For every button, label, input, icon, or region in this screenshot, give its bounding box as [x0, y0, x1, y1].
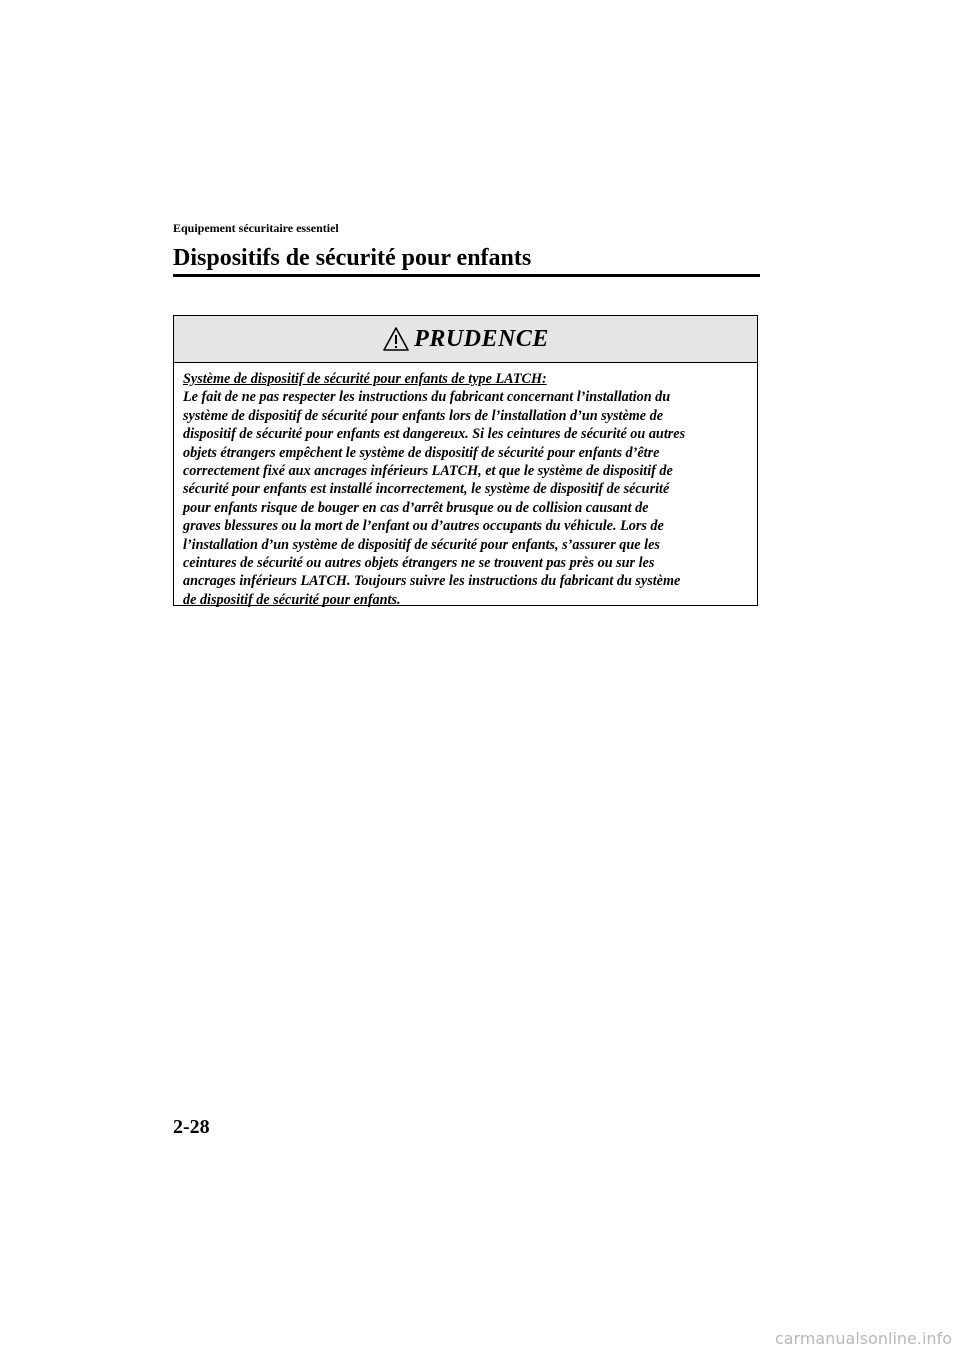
caution-line: correctement fixé aux ancrages inférieurs LATCH, et que le système de dispositif de — [183, 463, 673, 480]
caution-line: ceintures de sécurité ou autres objets étrangers ne se trouvent pas près ou sur les — [183, 555, 655, 572]
caution-line: graves blessures ou la mort de l’enfant ou d’autres occupants du véhicule. Lors de — [183, 518, 664, 535]
caution-line: objets étrangers empêchent le système de dispositif de sécurité pour enfants d’être — [183, 444, 660, 461]
caution-line: ancrages inférieurs LATCH. Toujours suivre les instructions du fabricant du système — [183, 573, 681, 590]
page-number: 2-28 — [173, 1116, 210, 1138]
caution-body — [174, 363, 757, 609]
page-title: Dispositifs de sécurité pour enfants — [173, 245, 532, 271]
warning-triangle-icon — [382, 326, 410, 352]
caution-subheading: Système de dispositif de sécurité pour enfants de type LATCH: — [183, 371, 547, 387]
caution-line: l’installation d’un système de dispositif de sécurité pour enfants, s’assurer que les — [183, 536, 660, 553]
caution-header — [174, 316, 757, 363]
section-label: Equipement sécuritaire essentiel — [173, 221, 339, 235]
caution-line: Le fait de ne pas respecter les instructions du fabricant concernant l’installation du — [183, 389, 671, 406]
caution-line: système de dispositif de sécurité pour enfants lors de l’installation d’un système de — [183, 407, 664, 424]
caution-line: pour enfants risque de bouger en cas d’arrêt brusque ou de collision causant de — [183, 499, 649, 516]
title-divider — [173, 274, 760, 277]
watermark: carmanualsonline.info — [774, 1329, 952, 1348]
caution-line: sécurité pour enfants est installé incorrectement, le système de dispositif de sécurité — [183, 481, 670, 498]
caution-box — [173, 315, 758, 606]
caution-title: PRUDENCE — [414, 325, 549, 352]
caution-line: dispositif de sécurité pour enfants est dangereux. Si les ceintures de sécurité ou autres — [183, 426, 686, 443]
caution-line: de dispositif de sécurité pour enfants. — [183, 591, 401, 608]
